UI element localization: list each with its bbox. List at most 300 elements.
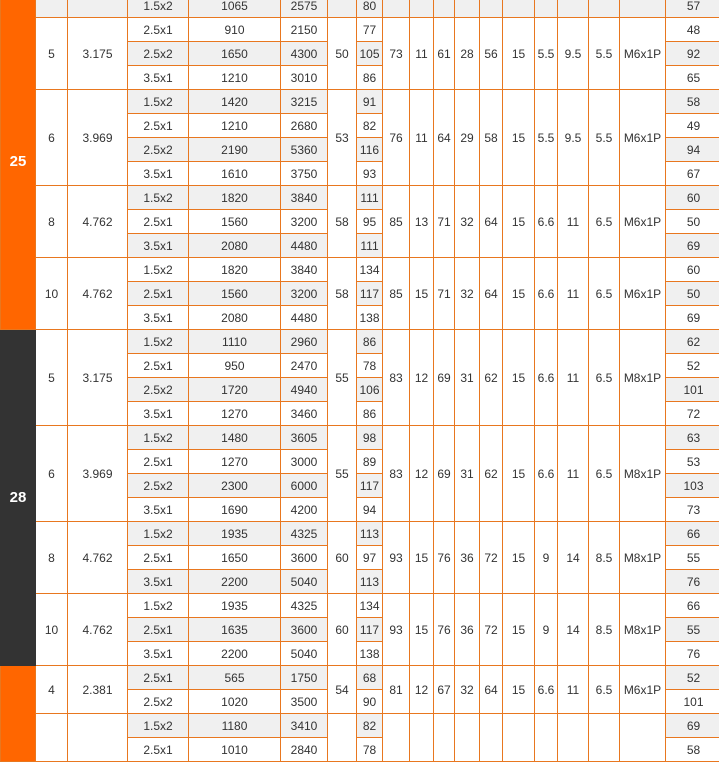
static-load-value: 3000	[281, 450, 328, 474]
dimension-value: 36	[455, 522, 480, 594]
stiffness-value: 103	[666, 474, 719, 498]
circuit-value: 1.5x2	[128, 426, 189, 450]
stiffness-value: 58	[666, 738, 719, 762]
dimension-value: 15	[410, 594, 434, 666]
dimension-value	[535, 714, 558, 762]
nut-length: 86	[357, 66, 383, 90]
static-load-value: 3605	[281, 426, 328, 450]
nut-length: 97	[357, 546, 383, 570]
dimension-value: 15	[503, 18, 535, 90]
dimension-value	[455, 0, 480, 18]
nut-length: 138	[357, 642, 383, 666]
circuit-value: 2.5x1	[128, 450, 189, 474]
oil-hole-thread: M8x1P	[620, 594, 666, 666]
dynamic-load-value: 2200	[189, 642, 281, 666]
circuit-value: 2.5x1	[128, 114, 189, 138]
circuit-value: 1.5x2	[128, 330, 189, 354]
dynamic-load-value: 2190	[189, 138, 281, 162]
dynamic-load-value: 1110	[189, 330, 281, 354]
circuit-value: 2.5x2	[128, 378, 189, 402]
table-row	[1, 18, 719, 42]
dimension-value: 69	[434, 426, 455, 522]
dimension-value: 64	[480, 666, 503, 714]
stiffness-value: 69	[666, 714, 719, 738]
dimension-value: 15	[410, 522, 434, 594]
circuit-value: 3.5x1	[128, 306, 189, 330]
dimension-value: 6.6	[535, 666, 558, 714]
static-load-value: 3460	[281, 402, 328, 426]
static-load-value: 4940	[281, 378, 328, 402]
dynamic-load-value: 1010	[189, 738, 281, 762]
flange-diameter: 85	[383, 258, 410, 330]
nut-diameter	[328, 714, 357, 762]
dimension-value: 14	[558, 594, 589, 666]
dimension-value: 76	[434, 594, 455, 666]
circuit-value: 1.5x2	[128, 714, 189, 738]
circuit-value: 2.5x2	[128, 138, 189, 162]
oil-hole-thread	[620, 714, 666, 762]
dynamic-load-value: 1065	[189, 0, 281, 18]
flange-diameter	[383, 0, 410, 18]
dimension-value: 64	[434, 90, 455, 186]
dimension-value: 76	[434, 522, 455, 594]
dimension-value: 62	[480, 330, 503, 426]
dimension-value: 11	[558, 666, 589, 714]
circuit-value: 1.5x2	[128, 0, 189, 18]
dimension-value: 15	[503, 426, 535, 522]
dimension-value	[558, 0, 589, 18]
nut-diameter: 55	[328, 426, 357, 522]
nut-diameter: 50	[328, 18, 357, 90]
stiffness-value: 60	[666, 258, 719, 282]
dimension-value	[434, 714, 455, 762]
static-load-value: 2575	[281, 0, 328, 18]
dynamic-load-value: 1560	[189, 282, 281, 306]
dimension-value: 6.6	[535, 186, 558, 258]
dimension-value: 62	[480, 426, 503, 522]
nut-length: 86	[357, 330, 383, 354]
dimension-value	[410, 714, 434, 762]
dynamic-load-value: 910	[189, 18, 281, 42]
static-load-value: 4200	[281, 498, 328, 522]
dimension-value	[410, 0, 434, 18]
circuit-value: 1.5x2	[128, 594, 189, 618]
nut-length: 98	[357, 426, 383, 450]
static-load-value: 3500	[281, 690, 328, 714]
dimension-value: 15	[503, 186, 535, 258]
stiffness-value: 50	[666, 210, 719, 234]
nut-length: 134	[357, 258, 383, 282]
stiffness-value: 66	[666, 594, 719, 618]
flange-diameter: 83	[383, 426, 410, 522]
dimension-value: 67	[434, 666, 455, 714]
nut-length: 113	[357, 570, 383, 594]
nut-length: 95	[357, 210, 383, 234]
oil-hole-thread: M6x1P	[620, 186, 666, 258]
dimension-value: 71	[434, 258, 455, 330]
ball-diameter	[68, 714, 128, 762]
nut-length: 117	[357, 618, 383, 642]
dimension-value: 9	[535, 594, 558, 666]
oil-hole-thread: M6x1P	[620, 18, 666, 90]
table-row	[1, 666, 719, 690]
stiffness-value: 101	[666, 378, 719, 402]
static-load-value: 4480	[281, 234, 328, 258]
circuit-value: 1.5x2	[128, 258, 189, 282]
circuit-value: 1.5x2	[128, 186, 189, 210]
dimension-value: 8.5	[589, 594, 620, 666]
circuit-value: 2.5x2	[128, 690, 189, 714]
dynamic-load-value: 1720	[189, 378, 281, 402]
nut-length: 90	[357, 690, 383, 714]
nut-length: 117	[357, 474, 383, 498]
static-load-value: 2840	[281, 738, 328, 762]
static-load-value: 3215	[281, 90, 328, 114]
dynamic-load-value: 1610	[189, 162, 281, 186]
ball-diameter	[68, 0, 128, 18]
stiffness-value: 60	[666, 186, 719, 210]
nut-length: 116	[357, 138, 383, 162]
dimension-value: 29	[455, 90, 480, 186]
nut-length: 86	[357, 402, 383, 426]
dimension-value: 9.5	[558, 90, 589, 186]
dimension-value: 6.6	[535, 426, 558, 522]
stiffness-value: 92	[666, 42, 719, 66]
dynamic-load-value: 1650	[189, 546, 281, 570]
dimension-value: 11	[558, 186, 589, 258]
nut-length: 106	[357, 378, 383, 402]
dimension-value: 6.6	[535, 258, 558, 330]
dynamic-load-value: 1270	[189, 450, 281, 474]
dimension-value: 6.5	[589, 258, 620, 330]
stiffness-value: 66	[666, 522, 719, 546]
circuit-value: 1.5x2	[128, 522, 189, 546]
dimension-value: 14	[558, 522, 589, 594]
dimension-value: 15	[503, 330, 535, 426]
dynamic-load-value: 950	[189, 354, 281, 378]
nut-length: 105	[357, 42, 383, 66]
static-load-value: 3200	[281, 210, 328, 234]
dimension-value	[503, 714, 535, 762]
static-load-value: 3600	[281, 618, 328, 642]
dynamic-load-value: 1210	[189, 66, 281, 90]
dynamic-load-value: 1420	[189, 90, 281, 114]
stiffness-value: 101	[666, 690, 719, 714]
dimension-value	[589, 0, 620, 18]
dimension-value: 12	[410, 426, 434, 522]
nut-diameter: 53	[328, 90, 357, 186]
dimension-value: 9.5	[558, 18, 589, 90]
circuit-value: 1.5x2	[128, 90, 189, 114]
nut-length: 82	[357, 114, 383, 138]
static-load-value: 3200	[281, 282, 328, 306]
flange-diameter: 93	[383, 594, 410, 666]
table-row	[1, 0, 719, 18]
static-load-value: 5040	[281, 642, 328, 666]
nut-length: 78	[357, 354, 383, 378]
lead-value: 8	[36, 186, 68, 258]
dynamic-load-value: 1270	[189, 402, 281, 426]
static-load-value: 6000	[281, 474, 328, 498]
circuit-value: 2.5x1	[128, 738, 189, 762]
dimension-value	[480, 0, 503, 18]
stiffness-value: 67	[666, 162, 719, 186]
nut-length: 94	[357, 498, 383, 522]
lead-value: 6	[36, 426, 68, 522]
table-row	[1, 426, 719, 450]
oil-hole-thread: M6x1P	[620, 666, 666, 714]
dimension-value: 6.5	[589, 330, 620, 426]
table-row	[1, 330, 719, 354]
table-row	[1, 258, 719, 282]
lead-value: 4	[36, 666, 68, 714]
dimension-value: 6.6	[535, 330, 558, 426]
dimension-value: 28	[455, 18, 480, 90]
oil-hole-thread: M6x1P	[620, 258, 666, 330]
dimension-value	[589, 714, 620, 762]
static-load-value: 3840	[281, 258, 328, 282]
dimension-value: 71	[434, 186, 455, 258]
dimension-value	[434, 0, 455, 18]
stiffness-value: 52	[666, 354, 719, 378]
dynamic-load-value: 1650	[189, 42, 281, 66]
circuit-value: 2.5x1	[128, 18, 189, 42]
dimension-value: 12	[410, 666, 434, 714]
dimension-value: 11	[410, 18, 434, 90]
nut-length: 68	[357, 666, 383, 690]
dimension-value: 5.5	[535, 18, 558, 90]
nut-diameter: 58	[328, 258, 357, 330]
nut-length: 93	[357, 162, 383, 186]
stiffness-value: 76	[666, 642, 719, 666]
dynamic-load-value: 1180	[189, 714, 281, 738]
lead-value	[36, 0, 68, 18]
stiffness-value: 62	[666, 330, 719, 354]
nut-diameter	[328, 0, 357, 18]
static-load-value: 2680	[281, 114, 328, 138]
lead-value: 5	[36, 18, 68, 90]
nut-length: 138	[357, 306, 383, 330]
circuit-value: 3.5x1	[128, 402, 189, 426]
ball-diameter: 2.381	[68, 666, 128, 714]
oil-hole-thread: M8x1P	[620, 426, 666, 522]
table-row	[1, 522, 719, 546]
circuit-value: 2.5x1	[128, 666, 189, 690]
ball-diameter: 4.762	[68, 186, 128, 258]
dimension-value: 72	[480, 522, 503, 594]
dimension-value: 15	[503, 258, 535, 330]
dimension-value: 64	[480, 186, 503, 258]
nut-length: 91	[357, 90, 383, 114]
static-load-value: 4325	[281, 594, 328, 618]
stiffness-value: 63	[666, 426, 719, 450]
table-row	[1, 90, 719, 114]
dynamic-load-value: 2080	[189, 306, 281, 330]
circuit-value: 3.5x1	[128, 162, 189, 186]
dynamic-load-value: 2200	[189, 570, 281, 594]
ball-diameter: 3.969	[68, 90, 128, 186]
nut-length: 113	[357, 522, 383, 546]
flange-diameter: 81	[383, 666, 410, 714]
lead-value: 8	[36, 522, 68, 594]
lead-value: 6	[36, 90, 68, 186]
static-load-value: 3600	[281, 546, 328, 570]
dimension-value: 72	[480, 594, 503, 666]
lead-value	[36, 714, 68, 762]
stiffness-value: 76	[666, 570, 719, 594]
dimension-value: 31	[455, 330, 480, 426]
static-load-value: 3010	[281, 66, 328, 90]
nominal-diameter: 25	[1, 0, 36, 330]
stiffness-value: 55	[666, 618, 719, 642]
lead-value: 5	[36, 330, 68, 426]
dimension-value: 5.5	[589, 90, 620, 186]
circuit-value: 2.5x2	[128, 474, 189, 498]
stiffness-value: 94	[666, 138, 719, 162]
dynamic-load-value: 1935	[189, 522, 281, 546]
stiffness-value: 58	[666, 90, 719, 114]
nut-length: 77	[357, 18, 383, 42]
nut-diameter: 60	[328, 522, 357, 594]
dimension-value: 11	[410, 90, 434, 186]
nominal-diameter: 28	[1, 330, 36, 666]
flange-diameter: 85	[383, 186, 410, 258]
circuit-value: 2.5x1	[128, 546, 189, 570]
nut-diameter: 54	[328, 666, 357, 714]
flange-diameter: 93	[383, 522, 410, 594]
dimension-value: 6.5	[589, 666, 620, 714]
dimension-value: 5.5	[589, 18, 620, 90]
nominal-diameter	[1, 666, 36, 762]
ball-diameter: 4.762	[68, 522, 128, 594]
dynamic-load-value: 1020	[189, 690, 281, 714]
circuit-value: 3.5x1	[128, 570, 189, 594]
nut-length: 82	[357, 714, 383, 738]
dimension-value	[455, 714, 480, 762]
static-load-value: 3410	[281, 714, 328, 738]
static-load-value: 4300	[281, 42, 328, 66]
dimension-value: 15	[503, 594, 535, 666]
lead-value: 10	[36, 594, 68, 666]
dimension-value: 11	[558, 426, 589, 522]
stiffness-value: 50	[666, 282, 719, 306]
circuit-value: 3.5x1	[128, 642, 189, 666]
dynamic-load-value: 1820	[189, 258, 281, 282]
static-load-value: 5040	[281, 570, 328, 594]
dimension-value	[558, 714, 589, 762]
circuit-value: 2.5x2	[128, 42, 189, 66]
static-load-value: 2150	[281, 18, 328, 42]
dimension-value	[535, 0, 558, 18]
dimension-value: 11	[558, 258, 589, 330]
table-row	[1, 594, 719, 618]
dimension-value: 15	[503, 522, 535, 594]
dimension-value: 32	[455, 258, 480, 330]
dynamic-load-value: 1560	[189, 210, 281, 234]
circuit-value: 3.5x1	[128, 234, 189, 258]
stiffness-value: 69	[666, 306, 719, 330]
oil-hole-thread: M8x1P	[620, 330, 666, 426]
dynamic-load-value: 1635	[189, 618, 281, 642]
static-load-value: 4480	[281, 306, 328, 330]
circuit-value: 2.5x1	[128, 210, 189, 234]
nut-length: 111	[357, 234, 383, 258]
dimension-value: 32	[455, 186, 480, 258]
ball-diameter: 3.175	[68, 330, 128, 426]
static-load-value: 2960	[281, 330, 328, 354]
ball-diameter: 4.762	[68, 258, 128, 330]
static-load-value: 3750	[281, 162, 328, 186]
dynamic-load-value: 1820	[189, 186, 281, 210]
dimension-value	[480, 714, 503, 762]
oil-hole-thread: M8x1P	[620, 522, 666, 594]
lead-value: 10	[36, 258, 68, 330]
flange-diameter: 73	[383, 18, 410, 90]
dimension-value	[503, 0, 535, 18]
oil-hole-thread: M6x1P	[620, 90, 666, 186]
stiffness-value: 48	[666, 18, 719, 42]
dynamic-load-value: 1935	[189, 594, 281, 618]
nut-length: 78	[357, 738, 383, 762]
circuit-value: 3.5x1	[128, 66, 189, 90]
static-load-value: 2470	[281, 354, 328, 378]
nut-length: 89	[357, 450, 383, 474]
stiffness-value: 57	[666, 0, 719, 18]
stiffness-value: 53	[666, 450, 719, 474]
dynamic-load-value: 2080	[189, 234, 281, 258]
dimension-value: 15	[503, 666, 535, 714]
circuit-value: 2.5x1	[128, 282, 189, 306]
flange-diameter: 83	[383, 330, 410, 426]
stiffness-value: 72	[666, 402, 719, 426]
dimension-value: 15	[503, 90, 535, 186]
ball-diameter: 3.175	[68, 18, 128, 90]
dimension-value: 32	[455, 666, 480, 714]
stiffness-value: 55	[666, 546, 719, 570]
static-load-value: 3840	[281, 186, 328, 210]
dimension-value: 56	[480, 18, 503, 90]
dimension-value: 58	[480, 90, 503, 186]
dimension-value: 15	[410, 258, 434, 330]
ball-diameter: 4.762	[68, 594, 128, 666]
dynamic-load-value: 2300	[189, 474, 281, 498]
table-row	[1, 186, 719, 210]
stiffness-value: 65	[666, 66, 719, 90]
dimension-value: 9	[535, 522, 558, 594]
dimension-value: 8.5	[589, 522, 620, 594]
dimension-value: 13	[410, 186, 434, 258]
nut-length: 80	[357, 0, 383, 18]
nut-diameter: 55	[328, 330, 357, 426]
table-row	[1, 714, 719, 738]
circuit-value: 2.5x1	[128, 354, 189, 378]
dimension-value: 12	[410, 330, 434, 426]
dimension-value: 61	[434, 18, 455, 90]
circuit-value: 2.5x1	[128, 618, 189, 642]
flange-diameter: 76	[383, 90, 410, 186]
nut-length: 111	[357, 186, 383, 210]
dimension-value: 11	[558, 330, 589, 426]
dynamic-load-value: 1480	[189, 426, 281, 450]
stiffness-value: 69	[666, 234, 719, 258]
nut-length: 134	[357, 594, 383, 618]
static-load-value: 4325	[281, 522, 328, 546]
nut-diameter: 58	[328, 186, 357, 258]
oil-hole-thread	[620, 0, 666, 18]
stiffness-value: 49	[666, 114, 719, 138]
dynamic-load-value: 1210	[189, 114, 281, 138]
stiffness-value: 52	[666, 666, 719, 690]
